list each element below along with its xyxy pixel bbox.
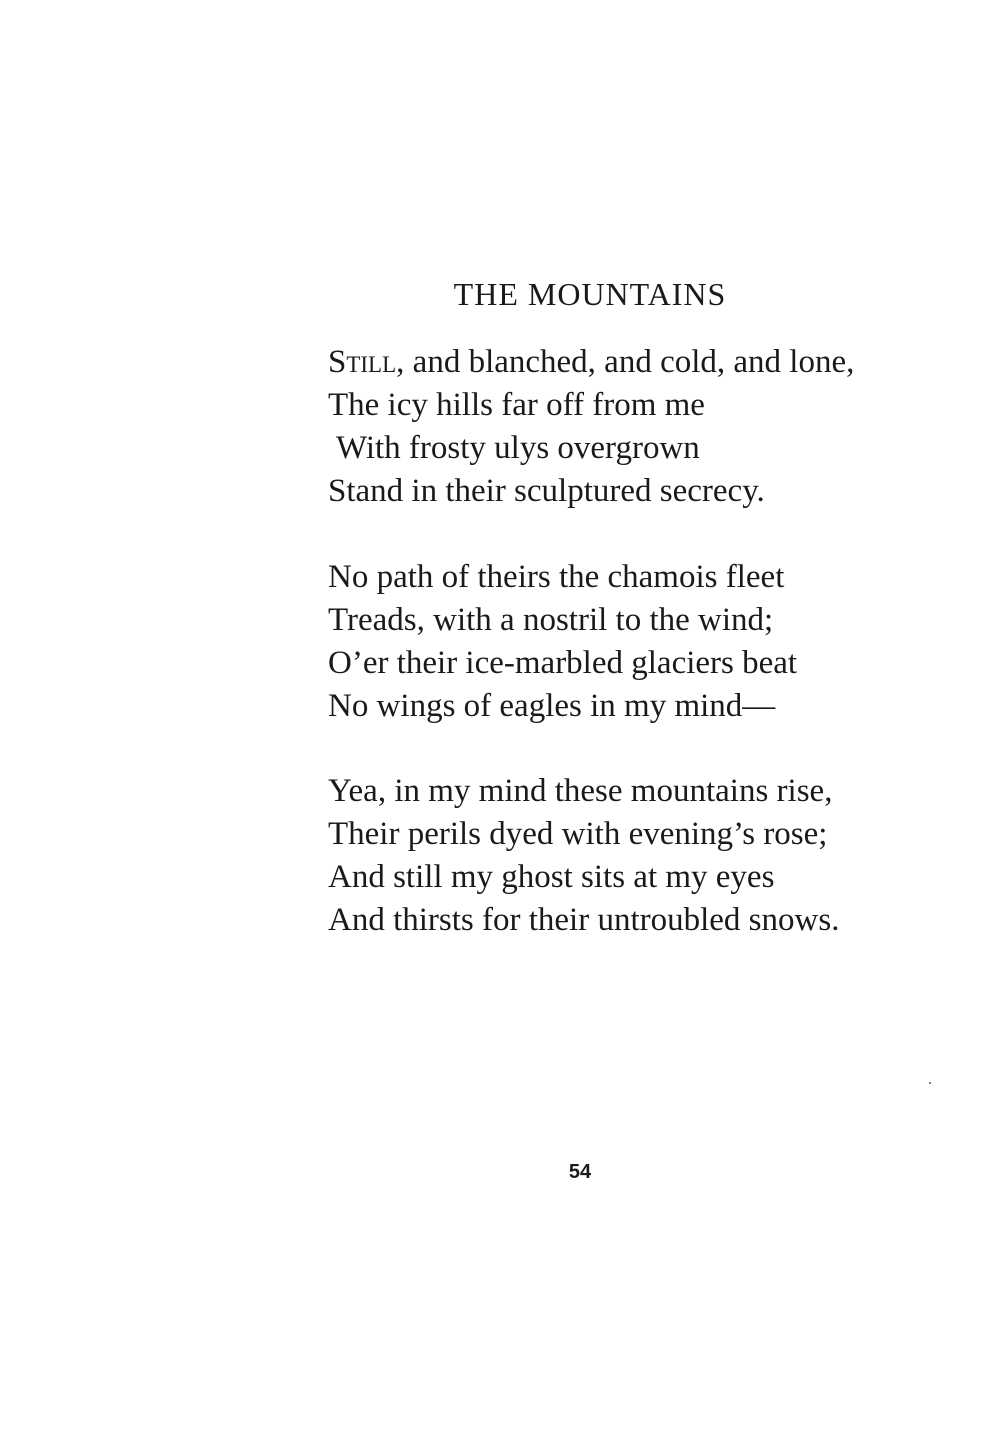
opening-word: Still (328, 344, 397, 380)
opening-line-rest: , and blanched, and cold, and lone, (396, 344, 855, 380)
poem-line (328, 341, 854, 384)
poem-line: O’er their ice-marbled glaciers beat (328, 645, 798, 681)
poem-line: Stand in their sculptured secrecy. (328, 473, 765, 509)
poem-line: No path of theirs the chamois fleet (328, 559, 785, 595)
poem-line: Treads, with a nostril to the wind; (328, 602, 774, 638)
stanza-1 (328, 341, 854, 513)
poem-line: And still my ghost sits at my eyes (328, 859, 775, 895)
poem-line: With frosty ulys overgrown (336, 430, 700, 466)
poem-line: And thirsts for their untroubled snows. (328, 902, 840, 938)
stanza-3 (328, 770, 839, 942)
poem-line: Yea, in my mind these mountains rise, (328, 773, 833, 809)
stanza-2 (328, 556, 797, 728)
page-number: 54 (568, 1161, 592, 1183)
poem-line: The icy hills far off from me (328, 387, 705, 423)
poem-title: THE MOUNTAINS (453, 276, 727, 312)
poem-line: No wings of eagles in my mind— (328, 688, 776, 724)
print-speck (929, 1082, 931, 1084)
poem-line: Their perils dyed with evening’s rose; (328, 816, 828, 852)
